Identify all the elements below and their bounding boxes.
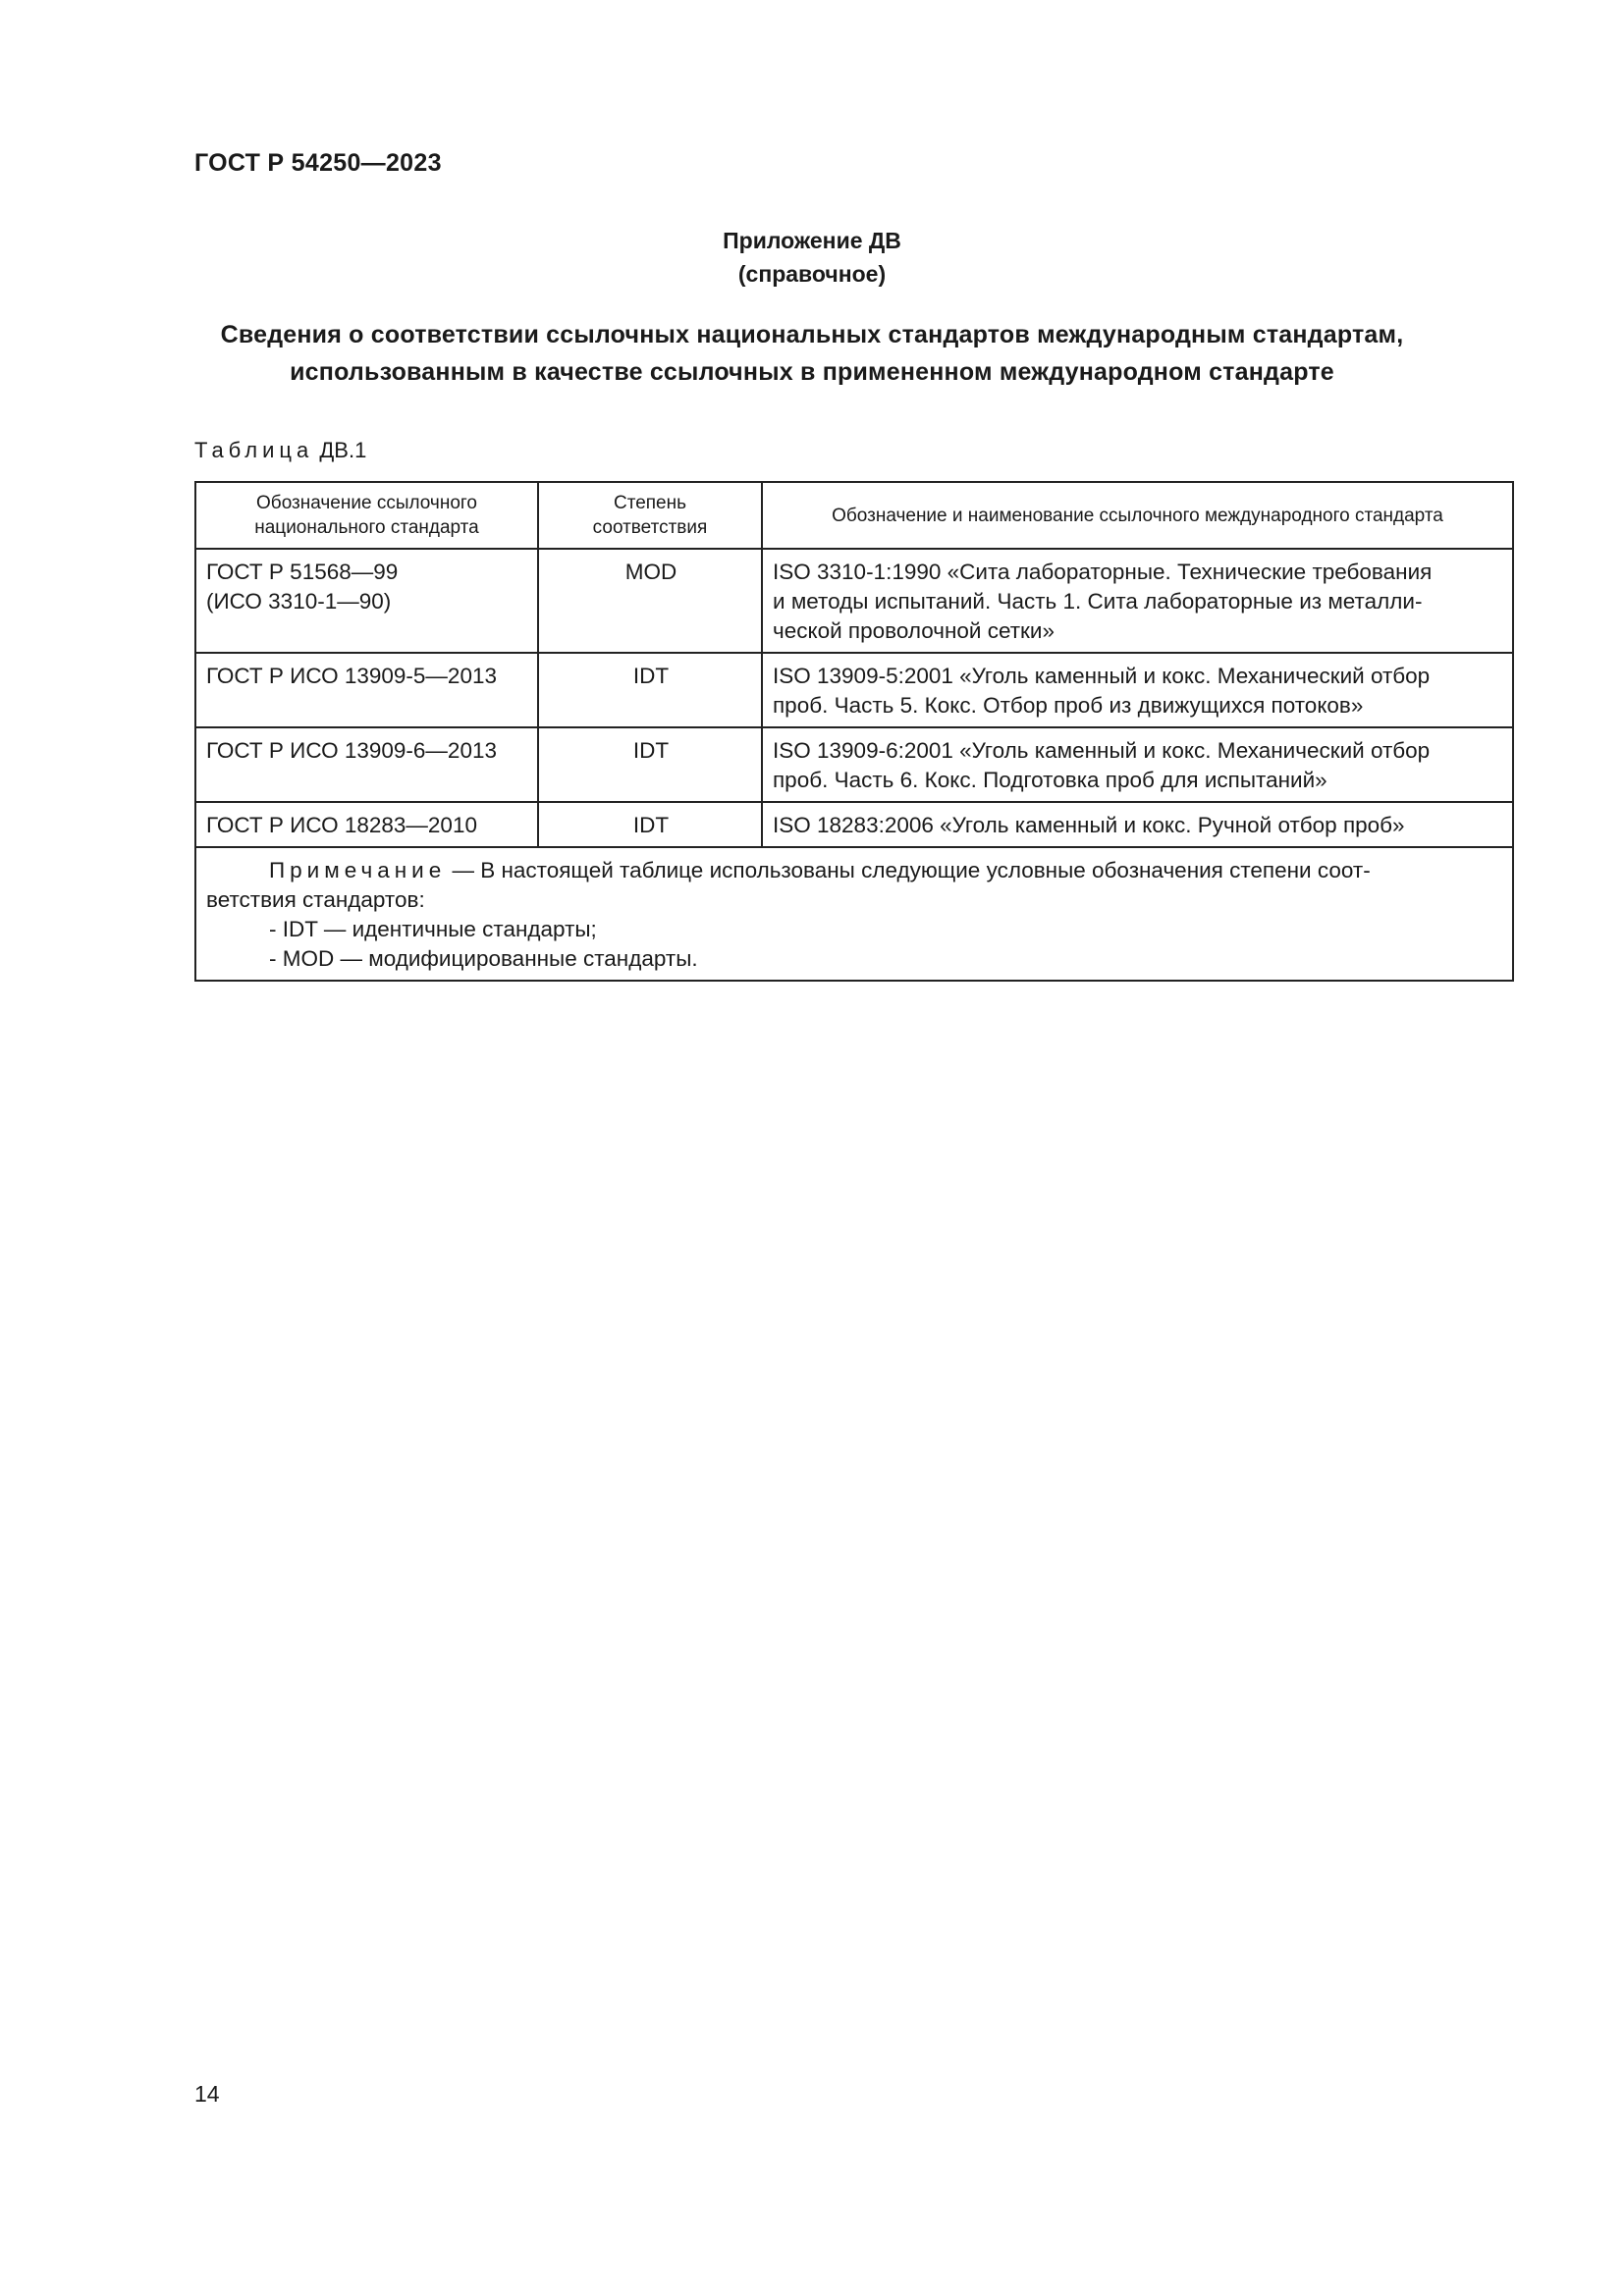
- table-row: [195, 802, 1513, 847]
- degree-cell: IDT: [538, 653, 762, 727]
- degree-cell: IDT: [538, 727, 762, 802]
- degree-cell: MOD: [538, 549, 762, 653]
- table-note-row: [195, 847, 1513, 981]
- column-header-degree: Степень соответствия: [538, 482, 762, 549]
- table-row: [195, 727, 1513, 802]
- appendix-title: Приложение ДВ: [723, 228, 901, 253]
- degree-cell: IDT: [538, 802, 762, 847]
- note-item-idt: - IDT — идентичные стандарты;: [269, 917, 597, 941]
- appendix-block: [0, 224, 1624, 291]
- note-text-line-2: ветствия стандартов:: [206, 887, 425, 912]
- column-header-national: Обозначение ссылочного национального стандарта: [195, 482, 538, 549]
- column-header-international: Обозначение и наименование ссылочного международного стандарта: [762, 482, 1513, 549]
- table-label-number: ДВ.1: [319, 438, 367, 462]
- document-code: ГОСТ Р 54250—2023: [194, 149, 442, 177]
- appendix-subtitle: (справочное): [737, 261, 887, 287]
- table-header-row: [195, 482, 1513, 549]
- national-standard-cell: ГОСТ Р 51568—99 (ИСО 3310-1—90): [195, 549, 538, 653]
- note-item-mod: - MOD — модифицированные стандарты.: [269, 946, 698, 971]
- note-label: Примечание: [269, 858, 447, 882]
- table-label-word: Таблица: [194, 438, 314, 462]
- page-number: 14: [194, 2081, 220, 2107]
- note-text-line-1: — В настоящей таблице использованы следующие условные обозначения степени соот-: [446, 858, 1371, 882]
- table-label: [194, 438, 366, 463]
- national-standard-cell: ГОСТ Р ИСО 13909-5—2013: [195, 653, 538, 727]
- correspondence-table: [194, 481, 1514, 982]
- heading-line-1: Сведения о соответствии ссылочных национальных стандартов международным стандартам,: [220, 321, 1404, 348]
- international-standard-cell: ISO 18283:2006 «Уголь каменный и кокс. Ручной отбор проб»: [762, 802, 1513, 847]
- national-standard-cell: ГОСТ Р ИСО 18283—2010: [195, 802, 538, 847]
- international-standard-cell: ISO 3310-1:1990 «Сита лабораторные. Технические требования и методы испытаний. Часть 1. Сита лабораторные из металли- ческой проволочной сетки»: [762, 549, 1513, 653]
- heading-line-2: использованным в качестве ссылочных в примененном международном стандарте: [290, 358, 1334, 386]
- national-standard-cell: ГОСТ Р ИСО 13909-6—2013: [195, 727, 538, 802]
- section-heading: [0, 316, 1624, 391]
- international-standard-cell: ISO 13909-6:2001 «Уголь каменный и кокс. Механический отбор проб. Часть 6. Кокс. Подготовка проб для испытаний»: [762, 727, 1513, 802]
- table-row: [195, 549, 1513, 653]
- table-note: [195, 847, 1513, 981]
- international-standard-cell: ISO 13909-5:2001 «Уголь каменный и кокс. Механический отбор проб. Часть 5. Кокс. Отбор проб из движущихся потоков»: [762, 653, 1513, 727]
- table-row: [195, 653, 1513, 727]
